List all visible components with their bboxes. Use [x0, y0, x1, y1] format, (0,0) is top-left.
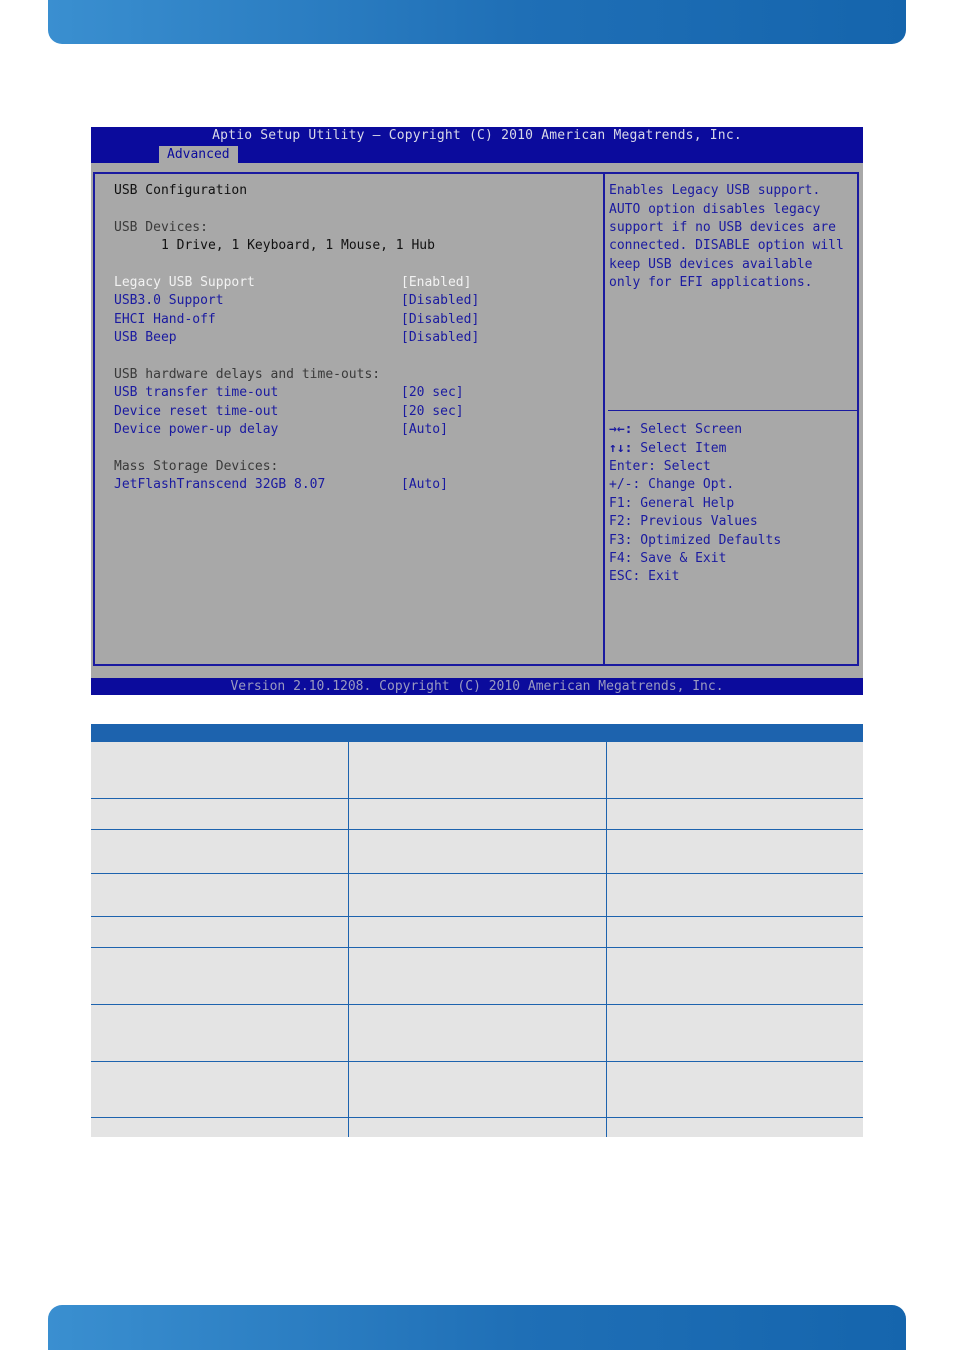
key-label: Enter: [609, 459, 656, 474]
setting-mass-storage-device-value[interactable]: [Auto] [401, 477, 448, 492]
key-select-item [609, 441, 726, 457]
setting-ehci-handoff-value[interactable]: [Disabled] [401, 312, 480, 327]
table-row [91, 742, 863, 799]
key-action: Select Item [632, 441, 727, 456]
setting-device-powerup-delay-value[interactable]: [Auto] [401, 422, 448, 437]
help-line: support if no USB devices are [609, 220, 836, 235]
key-label: +/-: [609, 477, 641, 492]
key-action: Save & Exit [632, 551, 727, 566]
help-line: Enables Legacy USB support. [609, 183, 821, 198]
setting-ehci-handoff[interactable]: EHCI Hand-off [114, 312, 216, 327]
panel-divider [603, 172, 605, 666]
key-label: F3: [609, 533, 633, 548]
key-action: Optimized Defaults [632, 533, 782, 548]
key-label: F4: [609, 551, 633, 566]
table-row [91, 799, 863, 830]
table-row [91, 1005, 863, 1062]
mass-storage-heading: Mass Storage Devices: [114, 459, 279, 474]
setting-usb-transfer-timeout[interactable]: USB transfer time-out [114, 385, 279, 400]
table-row [91, 1118, 863, 1137]
help-line: AUTO option disables legacy [609, 202, 821, 217]
key-label: ↑↓: [609, 441, 633, 456]
setting-mass-storage-device[interactable]: JetFlashTranscend 32GB 8.07 [114, 477, 326, 492]
key-previous-values [609, 514, 758, 530]
setting-device-powerup-delay[interactable]: Device power-up delay [114, 422, 279, 437]
bios-title: Aptio Setup Utility – Copyright (C) 2010 American Megatrends, Inc. [212, 128, 742, 143]
key-action: Select [655, 459, 711, 474]
key-save-exit [609, 551, 726, 567]
key-action: Previous Values [632, 514, 758, 529]
key-exit [609, 569, 679, 585]
bios-screen [91, 127, 863, 695]
header-band [48, 0, 906, 44]
key-optimized-defaults [609, 533, 781, 549]
setting-legacy-usb-support[interactable]: Legacy USB Support [114, 275, 255, 290]
setting-device-reset-timeout[interactable]: Device reset time-out [114, 404, 279, 419]
key-action: Exit [640, 569, 680, 584]
key-select-screen [609, 422, 742, 438]
setting-usb-beep-value[interactable]: [Disabled] [401, 330, 480, 345]
setting-legacy-usb-support-value[interactable]: [Enabled] [401, 275, 472, 290]
table-row [91, 830, 863, 874]
footer-band [48, 1305, 906, 1350]
column-divider [348, 724, 349, 1137]
setting-usb3-support-value[interactable]: [Disabled] [401, 293, 480, 308]
setting-device-reset-timeout-value[interactable]: [20 sec] [401, 404, 464, 419]
key-general-help [609, 496, 734, 512]
help-line: only for EFI applications. [609, 275, 813, 290]
tab-advanced[interactable]: Advanced [159, 146, 238, 163]
setting-usb-transfer-timeout-value[interactable]: [20 sec] [401, 385, 464, 400]
key-action: Change Opt. [640, 477, 735, 492]
table-row [91, 917, 863, 948]
bios-title-bar [91, 127, 863, 163]
key-label: →←: [609, 422, 633, 437]
column-divider [606, 724, 607, 1137]
bios-version-bar: Version 2.10.1208. Copyright (C) 2010 American Megatrends, Inc. [91, 678, 863, 695]
help-line: connected. DISABLE option will [609, 238, 844, 253]
usb-devices-value: 1 Drive, 1 Keyboard, 1 Mouse, 1 Hub [161, 238, 435, 253]
setting-usb3-support[interactable]: USB3.0 Support [114, 293, 224, 308]
key-action: General Help [632, 496, 735, 511]
usb-devices-label: USB Devices: [114, 220, 208, 235]
page-title: USB Configuration [114, 183, 248, 198]
key-label: ESC: [609, 569, 641, 584]
help-divider [608, 410, 857, 411]
key-label: F2: [609, 514, 633, 529]
key-action: Select Screen [632, 422, 743, 437]
table-row [91, 1062, 863, 1118]
setting-usb-beep[interactable]: USB Beep [114, 330, 177, 345]
delays-heading: USB hardware delays and time-outs: [114, 367, 381, 382]
key-label: F1: [609, 496, 633, 511]
key-enter-select [609, 459, 711, 475]
table-row [91, 874, 863, 917]
key-change-opt [609, 477, 734, 493]
help-line: keep USB devices available [609, 257, 813, 272]
table-header [91, 724, 863, 742]
table-row [91, 948, 863, 1005]
